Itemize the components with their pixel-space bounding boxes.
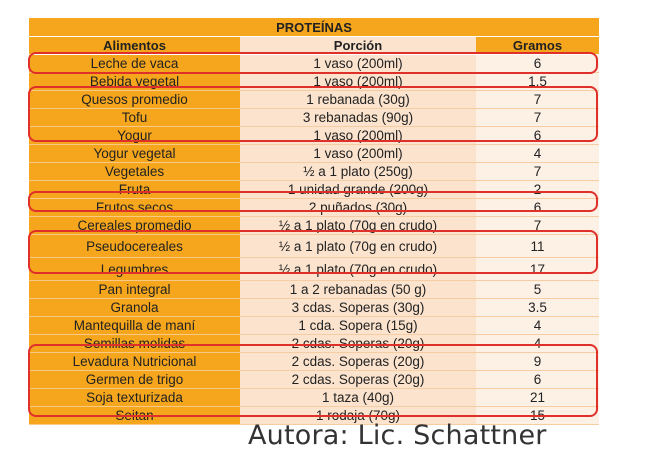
grams-cell: 6 [476,55,599,73]
grams-cell: 3.5 [476,299,599,317]
portion-cell: 3 rebanadas (90g) [240,109,476,127]
table-row [29,55,599,73]
grams-cell: 4 [476,317,599,335]
portion-cell: 1 vaso (200ml) [240,73,476,91]
grams-cell: 9 [476,353,599,371]
food-cell: Vegetales [29,163,240,181]
author-credit: Autora: Lic. Schattner [248,420,547,451]
table-row [29,335,599,353]
food-cell: Yogur vegetal [29,145,240,163]
grams-cell: 7 [476,91,599,109]
grams-cell: 4 [476,335,599,353]
table-row [29,371,599,389]
portion-cell: 1 a 2 rebanadas (50 g) [240,281,476,299]
grams-cell: 2 [476,181,599,199]
food-cell: Pseudocereales [29,235,240,258]
grams-cell: 11 [476,235,599,258]
table-row [29,217,599,235]
table-row [29,199,599,217]
grams-cell: 6 [476,127,599,145]
table-row [29,91,599,109]
food-cell: Legumbres [29,258,240,281]
table-row [29,127,599,145]
portion-cell: 1 taza (40g) [240,389,476,407]
column-header-portion: Porción [240,37,476,55]
portion-cell: 2 puñados (30g) [240,199,476,217]
table-row [29,235,599,258]
food-cell: Soja texturizada [29,389,240,407]
food-cell: Yogur [29,127,240,145]
table-row [29,145,599,163]
food-cell: Semillas molidas [29,335,240,353]
table-row [29,299,599,317]
food-cell: Quesos promedio [29,91,240,109]
grams-cell: 5 [476,281,599,299]
portion-cell: 1 vaso (200ml) [240,127,476,145]
portion-cell: 1 vaso (200ml) [240,145,476,163]
portion-cell: 1 cda. Sopera (15g) [240,317,476,335]
grams-cell: 7 [476,163,599,181]
food-cell: Tofu [29,109,240,127]
grams-cell: 21 [476,389,599,407]
grams-cell: 6 [476,199,599,217]
table-row [29,389,599,407]
table-row [29,281,599,299]
food-cell: Levadura Nutricional [29,353,240,371]
food-cell: Germen de trigo [29,371,240,389]
portion-cell: 2 cdas. Soperas (20g) [240,353,476,371]
portion-cell: 3 cdas. Soperas (30g) [240,299,476,317]
table-row [29,181,599,199]
grams-cell: 4 [476,145,599,163]
food-cell: Seitan [29,407,240,425]
table-row [29,109,599,127]
portion-cell: 1 vaso (200ml) [240,55,476,73]
grams-cell: 17 [476,258,599,281]
food-cell: Cereales promedio [29,217,240,235]
table-row [29,163,599,181]
portion-cell: 2 cdas. Soperas (20g) [240,335,476,353]
table-title: PROTEÍNAS [29,18,599,37]
portion-cell: 1 rebanada (30g) [240,91,476,109]
grams-cell: 1,5 [476,73,599,91]
food-cell: Fruta [29,181,240,199]
table-row [29,258,599,281]
table-row [29,353,599,371]
portion-cell: ½ a 1 plato (70g en crudo) [240,217,476,235]
grams-cell: 7 [476,109,599,127]
grams-cell: 6 [476,371,599,389]
food-cell: Pan integral [29,281,240,299]
column-header-grams: Gramos [476,37,599,55]
column-header-food: Alimentos [29,37,240,55]
food-cell: Leche de vaca [29,55,240,73]
portion-cell: ½ a 1 plato (70g en crudo) [240,235,476,258]
table-row [29,317,599,335]
portion-cell: 2 cdas. Soperas (20g) [240,371,476,389]
food-cell: Frutos secos [29,199,240,217]
protein-table [29,18,599,425]
portion-cell: 1 unidad grande (200g) [240,181,476,199]
food-cell: Granola [29,299,240,317]
grams-cell: 15 [476,407,599,425]
portion-cell: 1 rodaja (70g) [240,407,476,425]
table-row [29,73,599,91]
portion-cell: ½ a 1 plato (70g en crudo) [240,258,476,281]
table-body [29,55,599,425]
food-cell: Bebida vegetal [29,73,240,91]
portion-cell: ½ a 1 plato (250g) [240,163,476,181]
food-cell: Mantequilla de maní [29,317,240,335]
grams-cell: 7 [476,217,599,235]
